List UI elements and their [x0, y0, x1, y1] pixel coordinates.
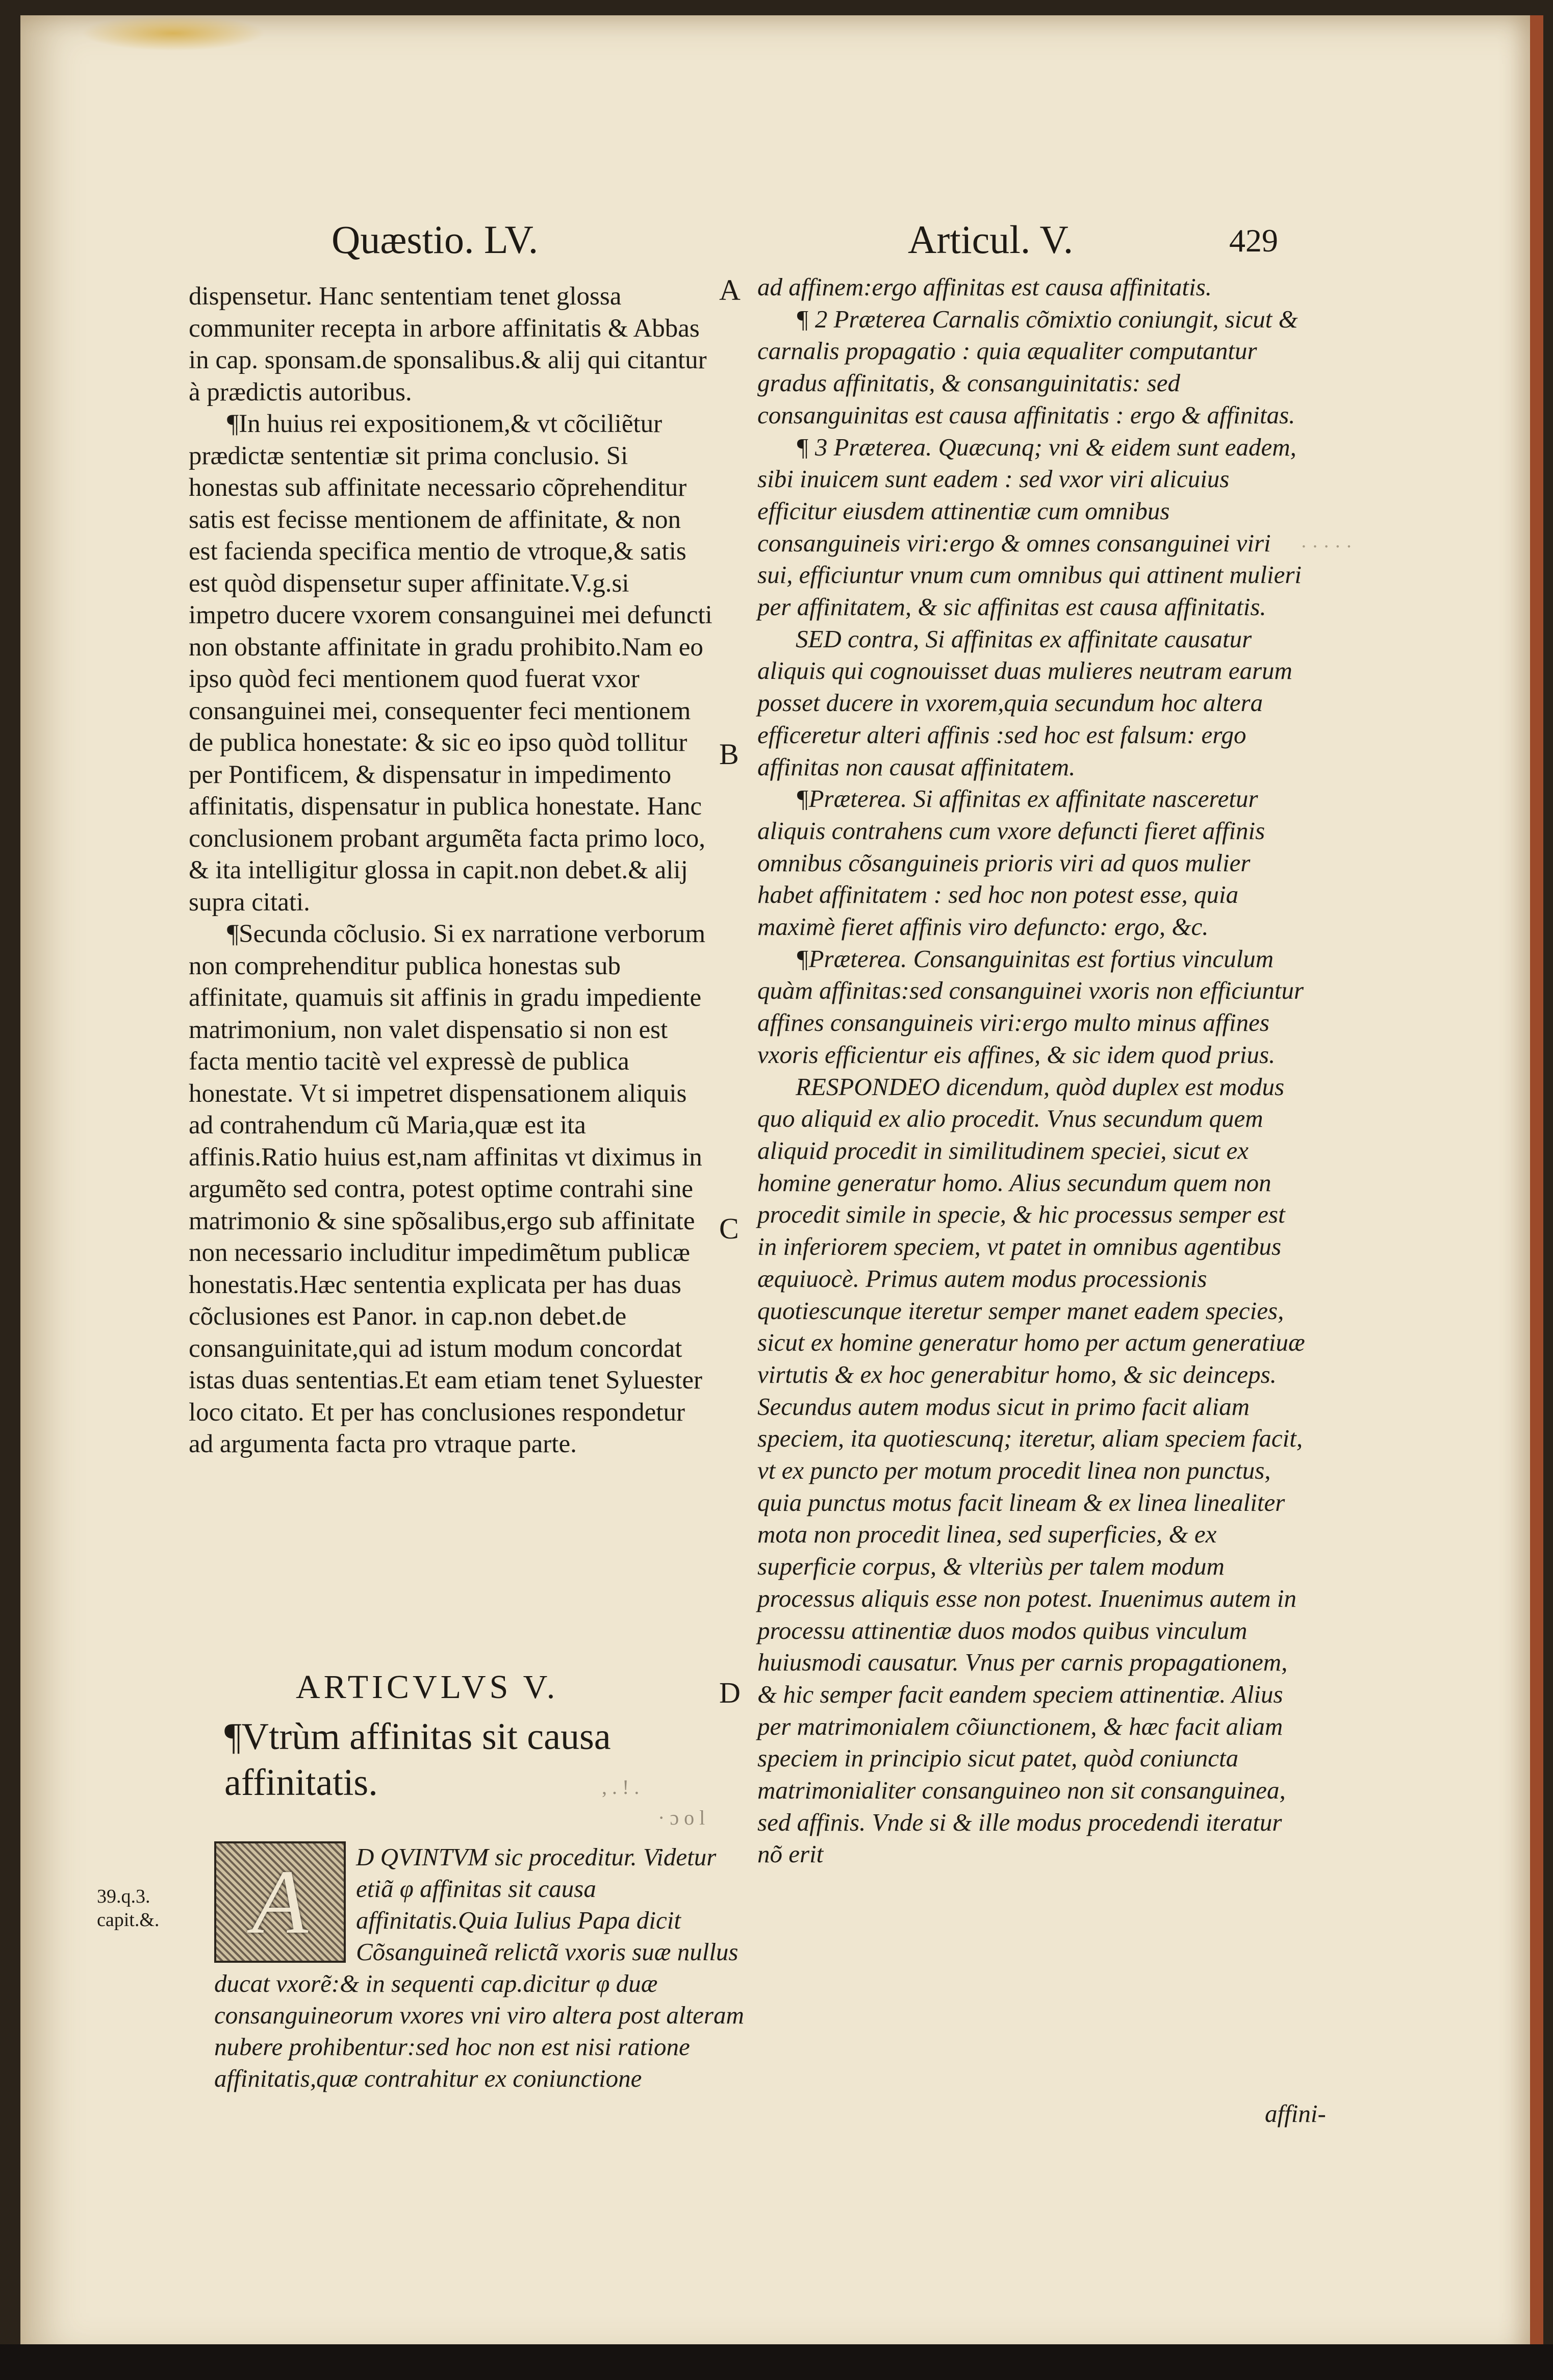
- margin-letter-a: A: [719, 273, 741, 307]
- article-heading: ARTICVLVS V.: [296, 1668, 559, 1706]
- right-paragraph-2: ¶ 2 Præterea Carnalis cõmixtio coniungit, sicut & carnalis propagatio : quia æqualiter computantur gradus affinitatis, & consanguinitatis: sed consanguinitas est causa affinitatis : ergo & affinitas.: [757, 305, 1298, 429]
- right-paragraph-4: SED contra, Si affinitas ex affinitate causatur aliquis qui cognouisset duas mulieres neutram earum posset ducere in vxorem,quia secundum hoc altera efficeretur alteri affinis :sed hoc est falsum: ergo affinitas non causat affinitatem.: [757, 624, 1292, 781]
- article-body-text: D QVINTVM sic proceditur. Videtur etiã φ affinitas sit causa affinitatis.Quia Iulius Papa dicit Cõsanguineã relictã vxoris suæ nullus ducat vxorẽ:& in sequenti cap.dicitur φ duæ consanguineorum vxores vni viro altera post alteram nubere prohibentur:sed hoc non est nisi ratione affinitatis,quæ contrahitur ex coniunctione: [214, 1843, 744, 2092]
- margin-letter-d: D: [719, 1676, 741, 1709]
- right-paragraph-6: ¶Præterea. Consanguinitas est fortius vinculum quàm affinitas:sed consanguinei vxoris non efficiuntur affines consanguineis viri:ergo multo minus affines vxoris efficientur eis affines, & sic idem quod prius.: [757, 944, 1304, 1069]
- book-page: [20, 15, 1543, 2362]
- article-body: [214, 1841, 745, 2094]
- show-through-mark: , . ! .: [602, 1776, 640, 1799]
- show-through-mark: · ɔ o l: [658, 1806, 705, 1829]
- margin-letter-b: B: [719, 738, 739, 771]
- right-paragraph-3: ¶ 3 Præterea. Quæcunq; vni & eidem sunt eadem, sibi inuicem sunt eadem : sed vxor viri alicuius efficitur eiusdem attinentiæ cum omnibus consanguineis viri:ergo & omnes consanguinei viri sui, efficiuntur vnum cum omnibus qui attinent mulieri per affinitatem, & sic affinitas est causa affinitatis.: [757, 433, 1302, 621]
- left-paragraph-2: ¶In huius rei expositionem,& vt cõciliẽtur prædictæ sententiæ sit prima conclusio. Si honestas sub affinitate necessario cõprehenditur satis est fecisse mentionem de affinitate, & non est facienda specifica mentio de vtroque,& satis est quòd dispensetur super affinitate.V.g.si impetro ducere vxorem consanguinei mei defuncti non obstante affinitate in gradu prohibito.Nam eo ipso quòd feci mentionem quod fuerat vxor consanguinei mei, consequenter feci mentionem de publica honestate: & sic eo ipso quòd tollitur per Pontificem, & dispensatur in impedimento affinitatis, dispensatur in publica honestate. Hanc conclusionem probant argumẽta facta primo loco, & ita intelligitur glossa in capit.non debet.& alij supra citati.: [189, 410, 712, 917]
- show-through-text: · · · · ·: [1301, 536, 1353, 558]
- right-column: [757, 271, 1308, 1870]
- page-number: 429: [1229, 222, 1278, 259]
- running-head-left: Quæstio. LV.: [332, 217, 539, 262]
- right-paragraph-7: RESPONDEO dicendum, quòd duplex est modus quo aliquid ex alio procedit. Vnus secundum quem aliquid procedit in similitudinem speciei, sicut ex homine generatur homo. Alius secundum quem non procedit simile in specie, & hic processus semper est in inferiorem speciem, vt patet in omnibus agentibus æquiuocè. Primus autem modus processionis quotiescunque iteretur semper manet eadem species, sicut ex homine generatur homo per actum generatiuæ virtutis & ex hoc generabitur homo, & sic deinceps. Secundus autem modus sicut in primo facit aliam speciem, ita quotiescunq; iteretur, aliam speciem facit, vt ex puncto per motum procedit linea non punctus, quia punctus motus facit lineam & ex linea linealiter mota non procedit linea, sed superficies, & ex superficie corpus, & vlteriùs per talem modum processus aliquis esse non potest. Inuenimus autem in processu attinentiæ duos modos quibus vinculum huiusmodi causatur. Vnus per carnis propagationem, & hic semper facit eandem speciem attinentiæ. Alius per matrimonialem cõiunctionem, & hæc facit aliam speciem in principio sicut patet, quòd coniuncta matrimonialiter consanguineo non sit consanguinea, sed affinis. Vnde si & ille modus procedendi iteratur nõ erit: [757, 1072, 1305, 1868]
- margin-letter-c: C: [719, 1212, 739, 1245]
- decorated-initial: [214, 1841, 346, 1963]
- right-paragraph-1: ad affinem:ergo affinitas est causa affinitatis.: [757, 273, 1212, 301]
- initial-letter: A: [252, 1851, 308, 1953]
- running-head-article: Articul. V.: [908, 217, 1074, 262]
- marginal-citation: 39.q.3. capit.&.: [97, 1886, 160, 1931]
- right-paragraph-5: ¶Præterea. Si affinitas ex affinitate nasceretur aliquis contrahens cum vxore defuncti fieret affinis omnibus cõsanguineis prioris viri ad quos mulier habet affinitatem : sed hoc non potest esse, quia maximè fieret affinis viro defuncto: ergo, &c.: [757, 784, 1265, 941]
- left-paragraph-1: dispensetur. Hanc sententiam tenet glossa communiter recepta in arbore affinitatis & Abbas in cap. sponsam.de sponsalibus.& alij qui citantur à prædictis autoribus.: [189, 282, 707, 407]
- article-question: ¶Vtrùm affinitas sit causa affinitatis.: [224, 1716, 611, 1804]
- catchword: affini-: [1265, 2099, 1326, 2128]
- left-column: [189, 281, 714, 1460]
- dark-background: [0, 2344, 1553, 2380]
- left-paragraph-3: ¶Secunda cõclusio. Si ex narratione verborum non comprehenditur publica honestas sub affinitate, quamuis sit affinis in gradu impediente matrimonium, non valet dispensatio si non est facta mentio tacitè vel expressè de publica honestate. Vt si impetret dispensationem aliquis ad contrahendum cũ Maria,quæ est ita affinis.Ratio huius est,nam affinitas vt diximus in argumẽto sed contra, potest optime contrahi sine matrimonio & sine spõsalibus,ergo sub affinitate non necessario includitur impedimẽtum publicæ honestatis.Hæc sententia explicata per has duas cõclusiones est Panor. in cap.non debet.de consanguinitate,qui ad istum modum concordat istas duas sententias.Et eam etiam tenet Syluester loco citato. Et per has conclusiones respondetur ad argumenta facta pro vtraque parte.: [189, 920, 705, 1458]
- page-stain: [82, 15, 265, 51]
